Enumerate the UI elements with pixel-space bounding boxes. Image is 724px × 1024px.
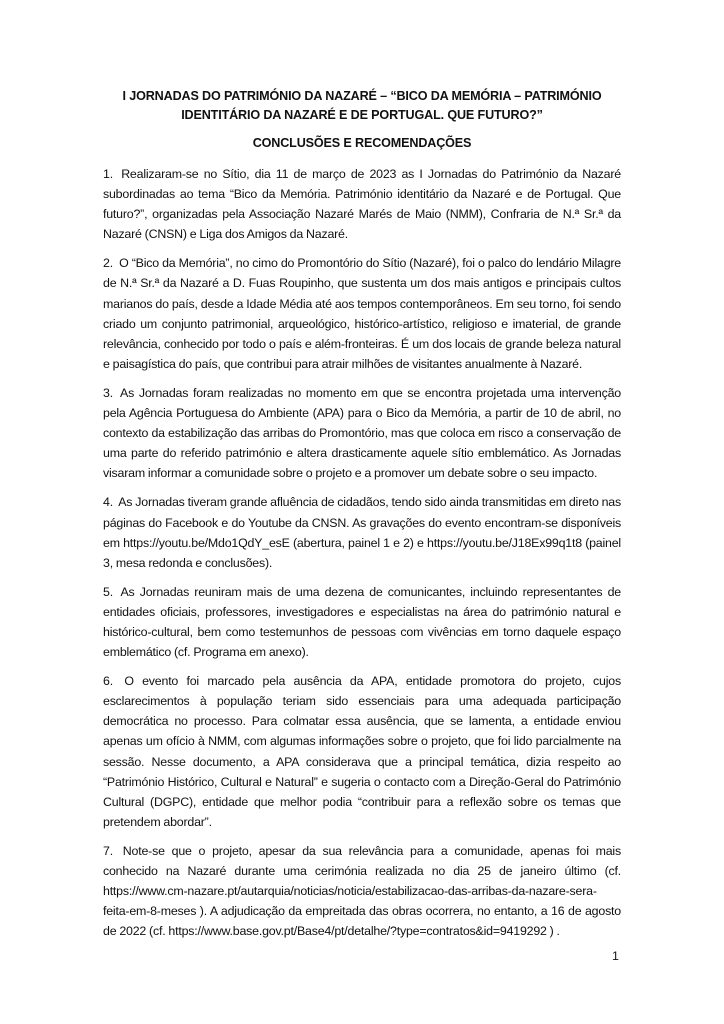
paragraph-text: (abertura, painel 1 e 2) e — [289, 535, 427, 550]
base-gov-contract-link[interactable]: https://www.base.gov.pt/Base4/pt/detalhe/?type=contratos&id=9419292 — [168, 924, 547, 939]
paragraph-2 — [103, 253, 621, 374]
paragraph-text: O evento foi marcado pela ausência da APA, entidade promotora do projeto, cujos esclarecimentos à população teriam sido essenciais para uma adequada participação democrática no processo. Para colmatar essa ausência, que se lamenta, a entidade enviou apenas um ofício à NMM, com algumas informações sobre o projeto, que foi lido parcialmente na sessão. Nesse documento, a APA considerava que a principal temática, dizia respeito ao “Património Histórico, Cultural e Natural” e sugeria o contacto com a Direção-Geral do Património Cultural (DGPC), entidade que melhor podia “contribuir para a reflexão sobre os temas que pretendem abordar”. — [103, 674, 621, 829]
paragraph-text: Note-se que o projeto, apesar da sua relevância para a comunidade, apenas foi mais conhecido na Nazaré durante uma cerimónia realizada no dia 25 de janeiro último (cf. — [103, 843, 621, 878]
paragraph-text: As Jornadas tiveram grande afluência de cidadãos, tendo sido ainda transmitidas em direto nas páginas do Facebook e do Youtube da CNSN. As gravações do evento encontram-se disponíveis em — [103, 495, 621, 550]
paragraph-text: Realizaram-se no Sítio, dia 11 de março de 2023 as I Jornadas do Património da Nazaré subordinadas ao tema “Bico da Memória. Património identitário da Nazaré e de Portugal. Que futuro?”, organizadas pela Associação Nazaré Marés de Maio (NMM), Confraria de N.ª Sr.ª da Nazaré (CNSN) e Liga dos Amigos da Nazaré. — [103, 167, 621, 242]
paragraph-number: 1. — [103, 167, 113, 181]
cm-nazare-news-link[interactable]: https://www.cm-nazare.pt/autarquia/noticias/noticia/estabilizacao-das-arribas-da-nazare-sera-feita-em-8-meses — [103, 884, 597, 919]
paragraph-5 — [103, 582, 621, 662]
paragraph-text: ) . — [546, 924, 560, 939]
paragraph-number: 5. — [103, 584, 113, 599]
paragraph-text: As Jornadas foram realizadas no momento em que se encontra projetada uma intervenção pela Agência Portuguesa do Ambiente (APA) para o Bico da Memória, a partir de 10 de abril, no contexto da estabilização das arribas do Promontório, mas que coloca em risco a conservação de uma parte do referido património e altera drasticamente aquele sítio emblemático. As Jornadas visaram informar a comunidade sobre o projeto e a promover um debate sobre o seu impacto. — [103, 385, 621, 481]
paragraph-number: 4. — [103, 495, 113, 510]
paragraph-number: 6. — [103, 674, 113, 689]
youtube-link-2[interactable]: https://youtu.be/J18Ex99q1t8 — [427, 535, 582, 550]
paragraph-number: 7. — [103, 843, 113, 858]
paragraph-text: ). A adjudicação da empreitada das obras ocorrera, no entanto, a 16 de agosto de 2022 (cf. — [103, 904, 621, 939]
paragraph-number: 3. — [103, 385, 113, 400]
document-title: I JORNADAS DO PATRIMÓNIO DA NAZARÉ – “BICO DA MEMÓRIA – PATRIMÓNIO IDENTITÁRIO DA NAZARÉ E DE PORTUGAL. QUE FUTURO?” — [122, 89, 602, 122]
page-number: 1 — [612, 949, 619, 963]
paragraph-text: O “Bico da Memória”, no cimo do Promontório do Sítio (Nazaré), foi o palco do lendário Milagre de N.ª Sr.ª da Nazaré a D. Fuas Roupinho, que sustenta um dos mais antigos e principais cultos marianos do país, desde a Idade Média até aos tempos contemporâneos. Em seu torno, foi sendo criado um conjunto patrimonial, arqueológico, histórico-artístico, religioso e imaterial, de grande relevância, conhecido por todo o país e além-fronteiras. É um dos locais de grande beleza natural e paisagística do país, que contribui para atrair milhões de visitantes anualmente à Nazaré. — [103, 256, 621, 371]
paragraph-number: 2. — [103, 256, 113, 271]
document-subtitle: CONCLUSÕES E RECOMENDAÇÕES — [252, 136, 472, 150]
paragraph-1 — [103, 164, 621, 244]
paragraph-3 — [103, 383, 621, 483]
youtube-link-1[interactable]: https://youtu.be/Mdo1QdY_esE — [123, 535, 290, 550]
paragraph-4 — [103, 492, 621, 572]
document-body — [103, 87, 621, 950]
paragraph-7 — [103, 841, 621, 941]
paragraph-text: (painel 3, mesa redonda e conclusões). — [103, 535, 621, 570]
paragraph-6 — [103, 671, 621, 832]
paragraph-text: As Jornadas reuniram mais de uma dezena de comunicantes, incluindo representantes de entidades oficiais, professores, investigadores e especialistas na área do património natural e histórico-cultural, bem como testemunhos de pessoas com vivências em torno daquele espaço emblemático (cf. Programa em anexo). — [103, 584, 621, 660]
